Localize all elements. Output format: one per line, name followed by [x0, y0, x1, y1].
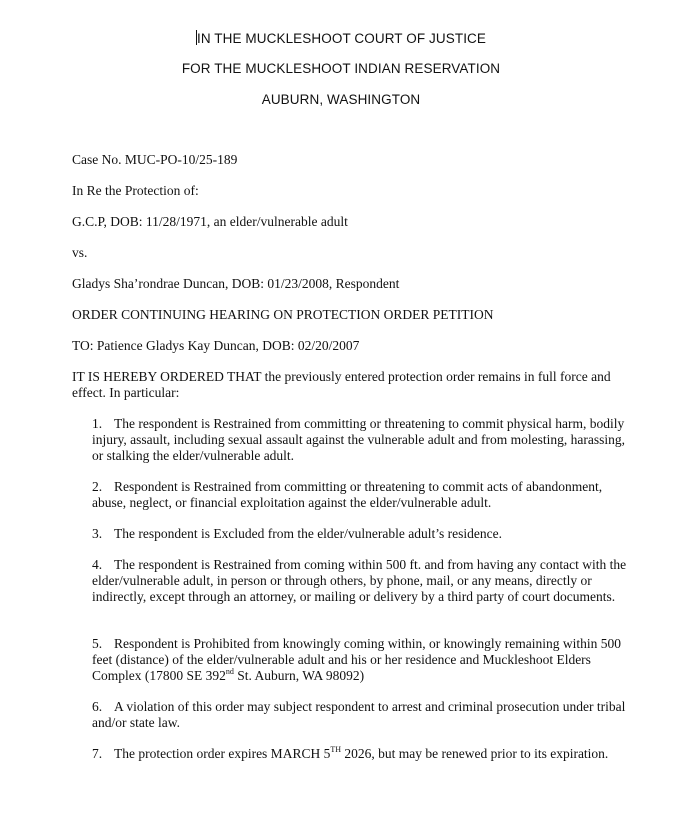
item-text: The respondent is Restrained from committing or threatening to commit physical harm, bodily injury, assault, including sexual assault against the vulnerable adult and from molesting, harassing, or stalking the elder/vulnerable adult. [92, 416, 626, 463]
respondent-line: Gladys Sha’rondrae Duncan, DOB: 01/23/2008, Respondent [72, 276, 400, 291]
order-item-2 [92, 479, 632, 511]
item-text: The respondent is Excluded from the elder/vulnerable adult’s residence. [114, 526, 502, 541]
ordinal-suffix: nd [225, 667, 234, 676]
item-text-cont: 2026, but may be renewed prior to its expiration. [341, 746, 609, 761]
to-line: TO: Patience Gladys Kay Duncan, DOB: 02/20/2007 [72, 338, 360, 353]
item-text: Respondent is Prohibited from knowingly coming within, or knowingly remaining within 500 feet (distance) of the elder/vulnerable adult and his or her residence and Muckleshoot Elders Complex (17800 SE 392 [92, 636, 621, 683]
order-intro: IT IS HEREBY ORDERED THAT the previously entered protection order remains in full force and effect. In particular: [72, 369, 611, 400]
item-number: 3. [92, 526, 103, 541]
court-header-line-2: FOR THE MUCKLESHOOT INDIAN RESERVATION [181, 61, 501, 76]
item-text: A violation of this order may subject respondent to arrest and criminal prosecution under tribal and/or state law. [92, 699, 626, 730]
item-number: 6. [92, 699, 103, 714]
order-item-6 [92, 699, 632, 731]
court-name: IN THE MUCKLESHOOT COURT OF JUSTICE [196, 31, 487, 46]
item-number: 1. [92, 416, 103, 431]
order-item-7 [92, 746, 632, 762]
protected-party: G.C.P, DOB: 11/28/1971, an elder/vulnerable adult [72, 214, 348, 229]
order-title: ORDER CONTINUING HEARING ON PROTECTION ORDER PETITION [72, 307, 494, 322]
order-item-3 [92, 526, 632, 542]
court-header-line-1 [0, 30, 682, 46]
order-item-1 [92, 416, 632, 464]
item-text: Respondent is Restrained from committing or threatening to commit acts of abandonment, abuse, neglect, or financial exploitation against the elder/vulnerable adult. [92, 479, 603, 510]
order-item-5 [92, 636, 632, 684]
order-item-4 [92, 557, 632, 605]
item-number: 7. [92, 746, 103, 761]
item-text: The protection order expires MARCH 5 [114, 746, 331, 761]
item-text-cont: St. Auburn, WA 98092) [233, 668, 365, 683]
item-number: 5. [92, 636, 103, 651]
in-re-line: In Re the Protection of: [72, 183, 199, 198]
versus-line: vs. [72, 245, 88, 260]
item-number: 2. [92, 479, 103, 494]
item-text: The respondent is Restrained from coming within 500 ft. and from having any contact with the elder/vulnerable adult, in person or through others, by phone, mail, or any means, directly or indirectly, except through an attorney, or mailing or delivery by a third party of court documents. [92, 557, 627, 604]
item-number: 4. [92, 557, 103, 572]
ordinal-suffix: TH [330, 745, 341, 754]
court-header-line-3: AUBURN, WASHINGTON [261, 92, 421, 107]
case-number: Case No. MUC-PO-10/25-189 [72, 152, 238, 167]
